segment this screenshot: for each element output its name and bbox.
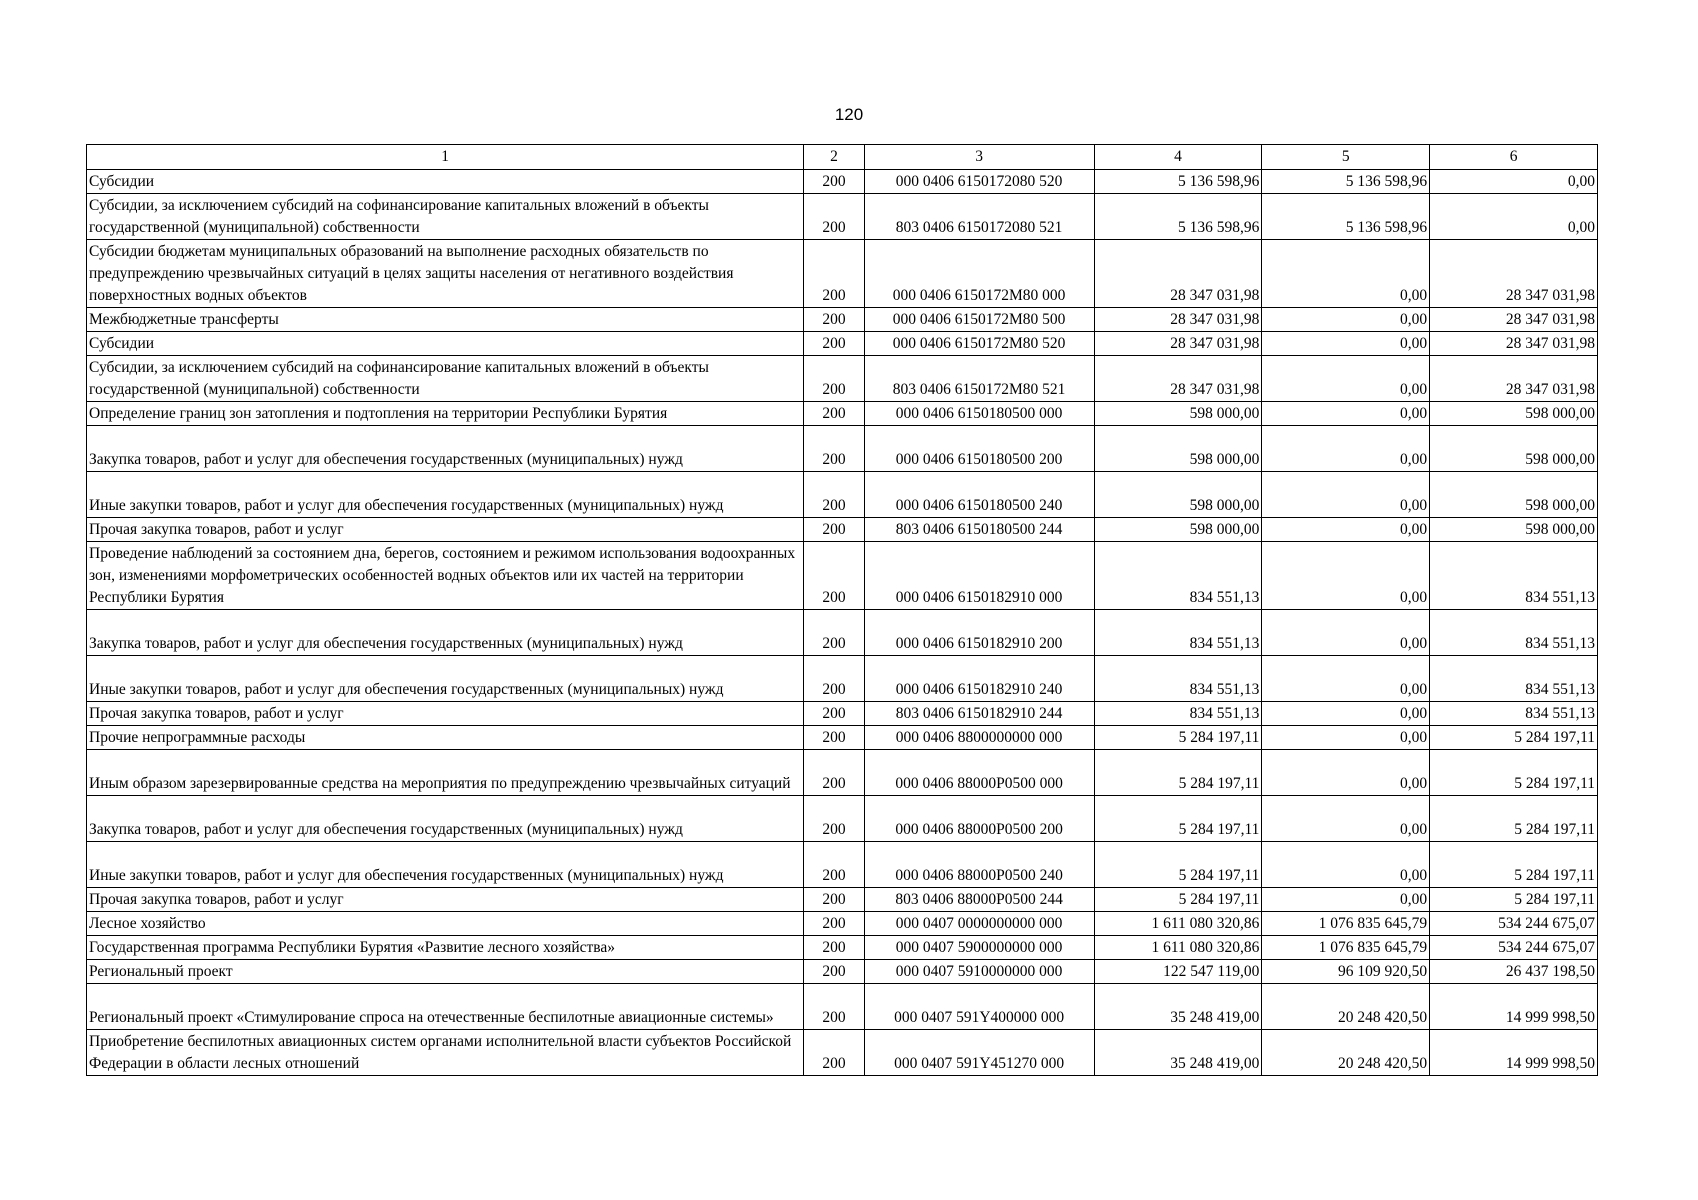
row-value-col4-cell: 5 136 598,96 [1094,194,1262,240]
row-admin-code-cell: 200 [804,518,864,542]
row-name-cell: Иные закупки товаров, работ и услуг для обеспечения государственных (муниципальных) нужд [87,472,804,518]
row-value-col4-cell: 598 000,00 [1094,518,1262,542]
row-value-col5-cell: 0,00 [1262,726,1430,750]
row-budget-code-cell: 803 0406 6150172080 521 [864,194,1094,240]
row-value-col6-cell: 598 000,00 [1430,472,1598,518]
row-value-col5-cell: 0,00 [1262,356,1430,402]
row-value-col4-cell: 35 248 419,00 [1094,1030,1262,1076]
table-row [87,1030,1598,1076]
header-cell-3: 3 [864,145,1094,170]
row-admin-code-cell: 200 [804,472,864,518]
row-admin-code-cell: 200 [804,750,864,796]
header-row [87,145,1598,170]
row-budget-code-cell: 000 0406 6150172M80 000 [864,240,1094,308]
row-value-col6-cell: 598 000,00 [1430,426,1598,472]
table-row [87,936,1598,960]
header-cell-6: 6 [1430,145,1598,170]
row-budget-code-cell: 000 0406 8800000000 000 [864,726,1094,750]
row-admin-code-cell: 200 [804,1030,864,1076]
table-row [87,518,1598,542]
row-admin-code-cell: 200 [804,796,864,842]
row-admin-code-cell: 200 [804,912,864,936]
row-admin-code-cell: 200 [804,426,864,472]
table-row [87,308,1598,332]
table-row [87,750,1598,796]
row-budget-code-cell: 000 0406 6150182910 240 [864,656,1094,702]
row-budget-code-cell: 000 0407 591Y451270 000 [864,1030,1094,1076]
row-value-col4-cell: 1 611 080 320,86 [1094,936,1262,960]
row-value-col5-cell: 1 076 835 645,79 [1262,936,1430,960]
row-name-cell: Субсидии, за исключением субсидий на софинансирование капитальных вложений в объекты государственной (муниципальной) собственности [87,194,804,240]
row-name-cell: Закупка товаров, работ и услуг для обеспечения государственных (муниципальных) нужд [87,426,804,472]
row-value-col6-cell: 5 284 197,11 [1430,888,1598,912]
row-value-col5-cell: 5 136 598,96 [1262,194,1430,240]
row-admin-code-cell: 200 [804,842,864,888]
row-value-col5-cell: 0,00 [1262,842,1430,888]
row-value-col5-cell: 0,00 [1262,542,1430,610]
row-name-cell: Прочая закупка товаров, работ и услуг [87,888,804,912]
table-row [87,472,1598,518]
row-admin-code-cell: 200 [804,726,864,750]
table-row [87,960,1598,984]
row-admin-code-cell: 200 [804,542,864,610]
table-row [87,194,1598,240]
header-cell-1: 1 [87,145,804,170]
row-name-cell: Проведение наблюдений за состоянием дна, берегов, состоянием и режимом использования водоохранных зон, изменениями морфометрических особенностей водных объектов или их частей на территории Республики Бурятия [87,542,804,610]
row-value-col6-cell: 28 347 031,98 [1430,356,1598,402]
row-value-col6-cell: 5 284 197,11 [1430,750,1598,796]
row-name-cell: Иные закупки товаров, работ и услуг для обеспечения государственных (муниципальных) нужд [87,842,804,888]
row-value-col4-cell: 834 551,13 [1094,656,1262,702]
row-admin-code-cell: 200 [804,888,864,912]
row-value-col6-cell: 5 284 197,11 [1430,796,1598,842]
row-budget-code-cell: 000 0406 6150180500 240 [864,472,1094,518]
table-row [87,610,1598,656]
row-value-col4-cell: 5 284 197,11 [1094,796,1262,842]
row-value-col5-cell: 0,00 [1262,472,1430,518]
table-row [87,912,1598,936]
row-value-col5-cell: 5 136 598,96 [1262,170,1430,194]
row-name-cell: Субсидии [87,332,804,356]
row-value-col4-cell: 5 284 197,11 [1094,888,1262,912]
row-value-col6-cell: 28 347 031,98 [1430,240,1598,308]
row-value-col4-cell: 834 551,13 [1094,610,1262,656]
table-row [87,542,1598,610]
row-admin-code-cell: 200 [804,356,864,402]
row-value-col5-cell: 0,00 [1262,240,1430,308]
row-budget-code-cell: 000 0407 0000000000 000 [864,912,1094,936]
row-value-col6-cell: 534 244 675,07 [1430,912,1598,936]
row-value-col6-cell: 0,00 [1430,170,1598,194]
table-row [87,796,1598,842]
row-value-col5-cell: 0,00 [1262,702,1430,726]
row-value-col5-cell: 0,00 [1262,518,1430,542]
row-value-col6-cell: 834 551,13 [1430,702,1598,726]
row-name-cell: Прочая закупка товаров, работ и услуг [87,518,804,542]
row-value-col6-cell: 534 244 675,07 [1430,936,1598,960]
row-value-col4-cell: 5 136 598,96 [1094,170,1262,194]
row-budget-code-cell: 000 0406 6150180500 200 [864,426,1094,472]
row-budget-code-cell: 803 0406 6150180500 244 [864,518,1094,542]
row-name-cell: Закупка товаров, работ и услуг для обеспечения государственных (муниципальных) нужд [87,796,804,842]
row-admin-code-cell: 200 [804,402,864,426]
table-row [87,656,1598,702]
row-value-col6-cell: 14 999 998,50 [1430,984,1598,1030]
row-value-col4-cell: 122 547 119,00 [1094,960,1262,984]
row-name-cell: Субсидии [87,170,804,194]
header-cell-4: 4 [1094,145,1262,170]
row-value-col4-cell: 598 000,00 [1094,472,1262,518]
row-budget-code-cell: 000 0406 6150182910 200 [864,610,1094,656]
row-name-cell: Государственная программа Республики Бурятия «Развитие лесного хозяйства» [87,936,804,960]
row-budget-code-cell: 000 0406 6150182910 000 [864,542,1094,610]
table-row [87,426,1598,472]
row-budget-code-cell: 000 0406 88000P0500 200 [864,796,1094,842]
row-value-col4-cell: 1 611 080 320,86 [1094,912,1262,936]
row-value-col4-cell: 5 284 197,11 [1094,842,1262,888]
row-admin-code-cell: 200 [804,240,864,308]
row-value-col5-cell: 1 076 835 645,79 [1262,912,1430,936]
budget-table [86,144,1598,1076]
row-budget-code-cell: 000 0407 591Y400000 000 [864,984,1094,1030]
row-value-col5-cell: 0,00 [1262,332,1430,356]
row-admin-code-cell: 200 [804,170,864,194]
row-value-col4-cell: 28 347 031,98 [1094,240,1262,308]
row-name-cell: Региональный проект «Стимулирование спроса на отечественные беспилотные авиационные системы» [87,984,804,1030]
row-value-col5-cell: 0,00 [1262,656,1430,702]
row-value-col4-cell: 834 551,13 [1094,702,1262,726]
row-value-col4-cell: 598 000,00 [1094,402,1262,426]
row-budget-code-cell: 000 0406 88000P0500 240 [864,842,1094,888]
row-budget-code-cell: 000 0407 5900000000 000 [864,936,1094,960]
row-admin-code-cell: 200 [804,194,864,240]
table-row [87,240,1598,308]
row-name-cell: Иным образом зарезервированные средства на мероприятия по предупреждению чрезвычайных ситуаций [87,750,804,796]
row-name-cell: Приобретение беспилотных авиационных систем органами исполнительной власти субъектов Российской Федерации в области лесных отношений [87,1030,804,1076]
row-name-cell: Иные закупки товаров, работ и услуг для обеспечения государственных (муниципальных) нужд [87,656,804,702]
row-value-col6-cell: 14 999 998,50 [1430,1030,1598,1076]
row-budget-code-cell: 000 0406 6150180500 000 [864,402,1094,426]
row-value-col6-cell: 5 284 197,11 [1430,726,1598,750]
row-value-col5-cell: 20 248 420,50 [1262,984,1430,1030]
row-value-col6-cell: 834 551,13 [1430,656,1598,702]
table-row [87,842,1598,888]
row-name-cell: Субсидии, за исключением субсидий на софинансирование капитальных вложений в объекты государственной (муниципальной) собственности [87,356,804,402]
row-value-col6-cell: 26 437 198,50 [1430,960,1598,984]
row-budget-code-cell: 000 0406 88000P0500 000 [864,750,1094,796]
row-name-cell: Прочая закупка товаров, работ и услуг [87,702,804,726]
page-number: 120 [834,105,864,124]
row-value-col6-cell: 834 551,13 [1430,610,1598,656]
row-value-col4-cell: 598 000,00 [1094,426,1262,472]
table-row [87,726,1598,750]
row-value-col4-cell: 35 248 419,00 [1094,984,1262,1030]
table-row [87,170,1598,194]
row-value-col6-cell: 28 347 031,98 [1430,308,1598,332]
table-row [87,402,1598,426]
row-value-col5-cell: 20 248 420,50 [1262,1030,1430,1076]
row-value-col5-cell: 96 109 920,50 [1262,960,1430,984]
row-value-col5-cell: 0,00 [1262,796,1430,842]
row-admin-code-cell: 200 [804,984,864,1030]
row-budget-code-cell: 000 0406 6150172M80 520 [864,332,1094,356]
table-row [87,888,1598,912]
row-name-cell: Прочие непрограммные расходы [87,726,804,750]
row-budget-code-cell: 000 0406 6150172080 520 [864,170,1094,194]
row-name-cell: Субсидии бюджетам муниципальных образований на выполнение расходных обязательств по предупреждению чрезвычайных ситуаций в целях защиты населения от негативного воздействия поверхностных водных объектов [87,240,804,308]
row-budget-code-cell: 803 0406 6150182910 244 [864,702,1094,726]
row-value-col6-cell: 598 000,00 [1430,518,1598,542]
row-value-col4-cell: 834 551,13 [1094,542,1262,610]
row-admin-code-cell: 200 [804,332,864,356]
table-row [87,332,1598,356]
row-budget-code-cell: 000 0407 5910000000 000 [864,960,1094,984]
row-value-col4-cell: 28 347 031,98 [1094,308,1262,332]
row-name-cell: Определение границ зон затопления и подтопления на территории Республики Бурятия [87,402,804,426]
header-cell-2: 2 [804,145,864,170]
row-value-col6-cell: 598 000,00 [1430,402,1598,426]
row-value-col5-cell: 0,00 [1262,426,1430,472]
row-admin-code-cell: 200 [804,308,864,332]
row-value-col4-cell: 28 347 031,98 [1094,332,1262,356]
row-value-col4-cell: 5 284 197,11 [1094,726,1262,750]
row-name-cell: Межбюджетные трансферты [87,308,804,332]
row-admin-code-cell: 200 [804,960,864,984]
row-value-col5-cell: 0,00 [1262,750,1430,796]
table-row [87,984,1598,1030]
row-value-col4-cell: 28 347 031,98 [1094,356,1262,402]
row-value-col5-cell: 0,00 [1262,610,1430,656]
table-row [87,702,1598,726]
row-value-col4-cell: 5 284 197,11 [1094,750,1262,796]
row-value-col5-cell: 0,00 [1262,308,1430,332]
row-admin-code-cell: 200 [804,936,864,960]
row-value-col6-cell: 5 284 197,11 [1430,842,1598,888]
table-body [87,170,1598,1076]
row-value-col6-cell: 28 347 031,98 [1430,332,1598,356]
row-name-cell: Региональный проект [87,960,804,984]
row-budget-code-cell: 000 0406 6150172M80 500 [864,308,1094,332]
row-budget-code-cell: 803 0406 88000P0500 244 [864,888,1094,912]
row-value-col5-cell: 0,00 [1262,402,1430,426]
row-admin-code-cell: 200 [804,610,864,656]
row-budget-code-cell: 803 0406 6150172M80 521 [864,356,1094,402]
row-value-col5-cell: 0,00 [1262,888,1430,912]
row-name-cell: Лесное хозяйство [87,912,804,936]
table-row [87,356,1598,402]
row-name-cell: Закупка товаров, работ и услуг для обеспечения государственных (муниципальных) нужд [87,610,804,656]
row-value-col6-cell: 0,00 [1430,194,1598,240]
row-admin-code-cell: 200 [804,656,864,702]
header-cell-5: 5 [1262,145,1430,170]
row-admin-code-cell: 200 [804,702,864,726]
row-value-col6-cell: 834 551,13 [1430,542,1598,610]
